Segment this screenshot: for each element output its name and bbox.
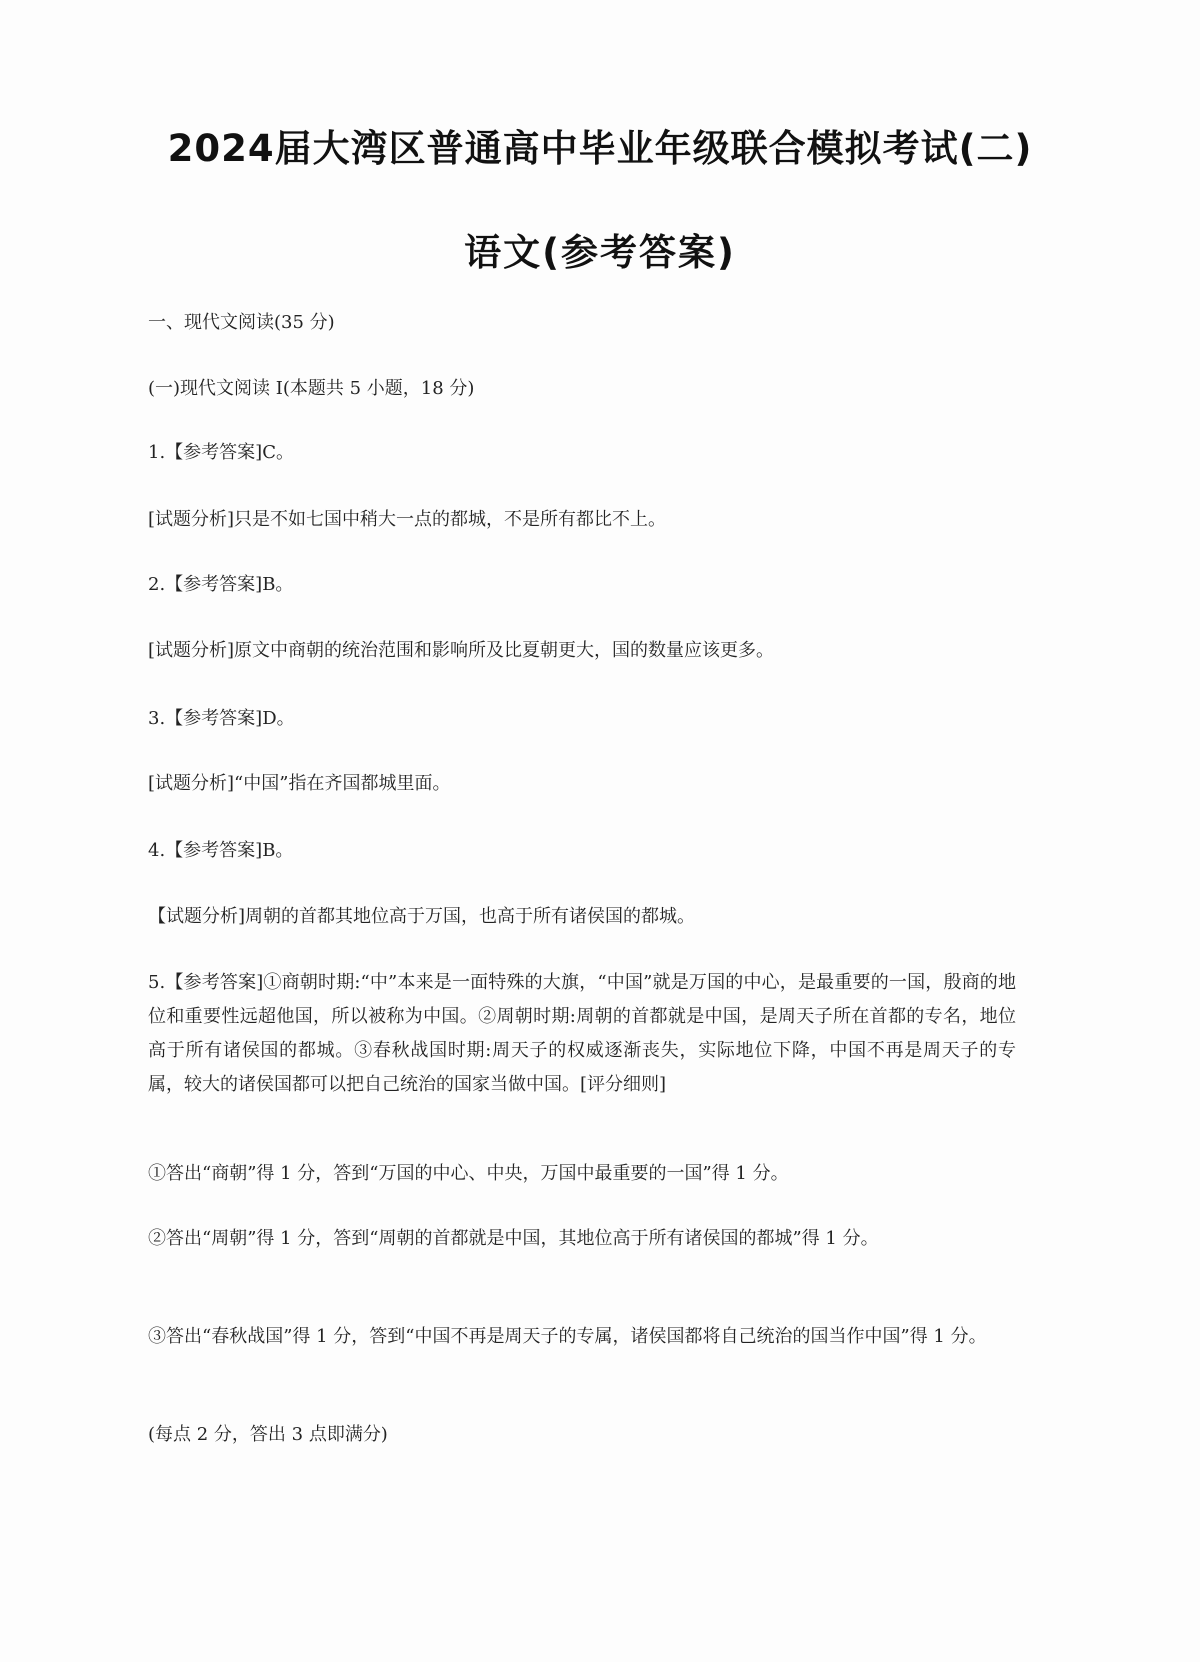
- scoring-rule-1: ①答出“商朝”得 1 分，答到“万国的中心、中央，万国中最重要的一国”得 1 分。: [148, 1163, 789, 1184]
- q5-answer: 5.【参考答案]①商朝时期:“中”本来是一面特殊的大旗，“中国”就是万国的中心，是最重要的一国，殷商的地位和重要性远超他国，所以被称为中国。②周朝时期:周朝的首都就是中国，是周天子所在首都的专名，地位高于所有诸侯国的都城。③春秋战国时期:周天子的权威逐渐丧失，实际地位下降，中国不再是周天子的专属，较大的诸侯国都可以把自己统治的国家当做中国。[评分细则]: [148, 972, 1016, 1095]
- subsection-heading: (一)现代文阅读 I(本题共 5 小题，18 分): [148, 378, 475, 399]
- q3-answer: 3.【参考答案]D。: [148, 708, 295, 729]
- scoring-note: (每点 2 分，答出 3 点即满分): [148, 1424, 388, 1445]
- q2-answer: 2.【参考答案]B。: [148, 574, 294, 595]
- q2-analysis: [试题分析]原文中商朝的统治范围和影响所及比夏朝更大，国的数量应该更多。: [148, 640, 775, 661]
- section-heading: 一、现代文阅读(35 分): [148, 312, 335, 333]
- q1-analysis: [试题分析]只是不如七国中稍大一点的都城，不是所有都比不上。: [148, 509, 667, 530]
- q3-analysis: [试题分析]“中国”指在齐国都城里面。: [148, 773, 451, 794]
- document-subtitle: 语文(参考答案): [464, 231, 736, 274]
- scoring-rule-2: ②答出“周朝”得 1 分，答到“周朝的首都就是中国，其地位高于所有诸侯国的都城”得 1 分。: [148, 1228, 879, 1249]
- q4-answer: 4.【参考答案]B。: [148, 840, 294, 861]
- scoring-rule-3: ③答出“春秋战国”得 1 分，答到“中国不再是周天子的专属，诸侯国都将自己统治的国当作中国”得 1 分。: [148, 1326, 987, 1347]
- q1-answer: 1.【参考答案]C。: [148, 442, 294, 463]
- q4-analysis: 【试题分析]周朝的首都其地位高于万国，也高于所有诸侯国的都城。: [148, 906, 696, 927]
- document-title: 2024届大湾区普通高中毕业年级联合模拟考试(二): [167, 127, 1033, 170]
